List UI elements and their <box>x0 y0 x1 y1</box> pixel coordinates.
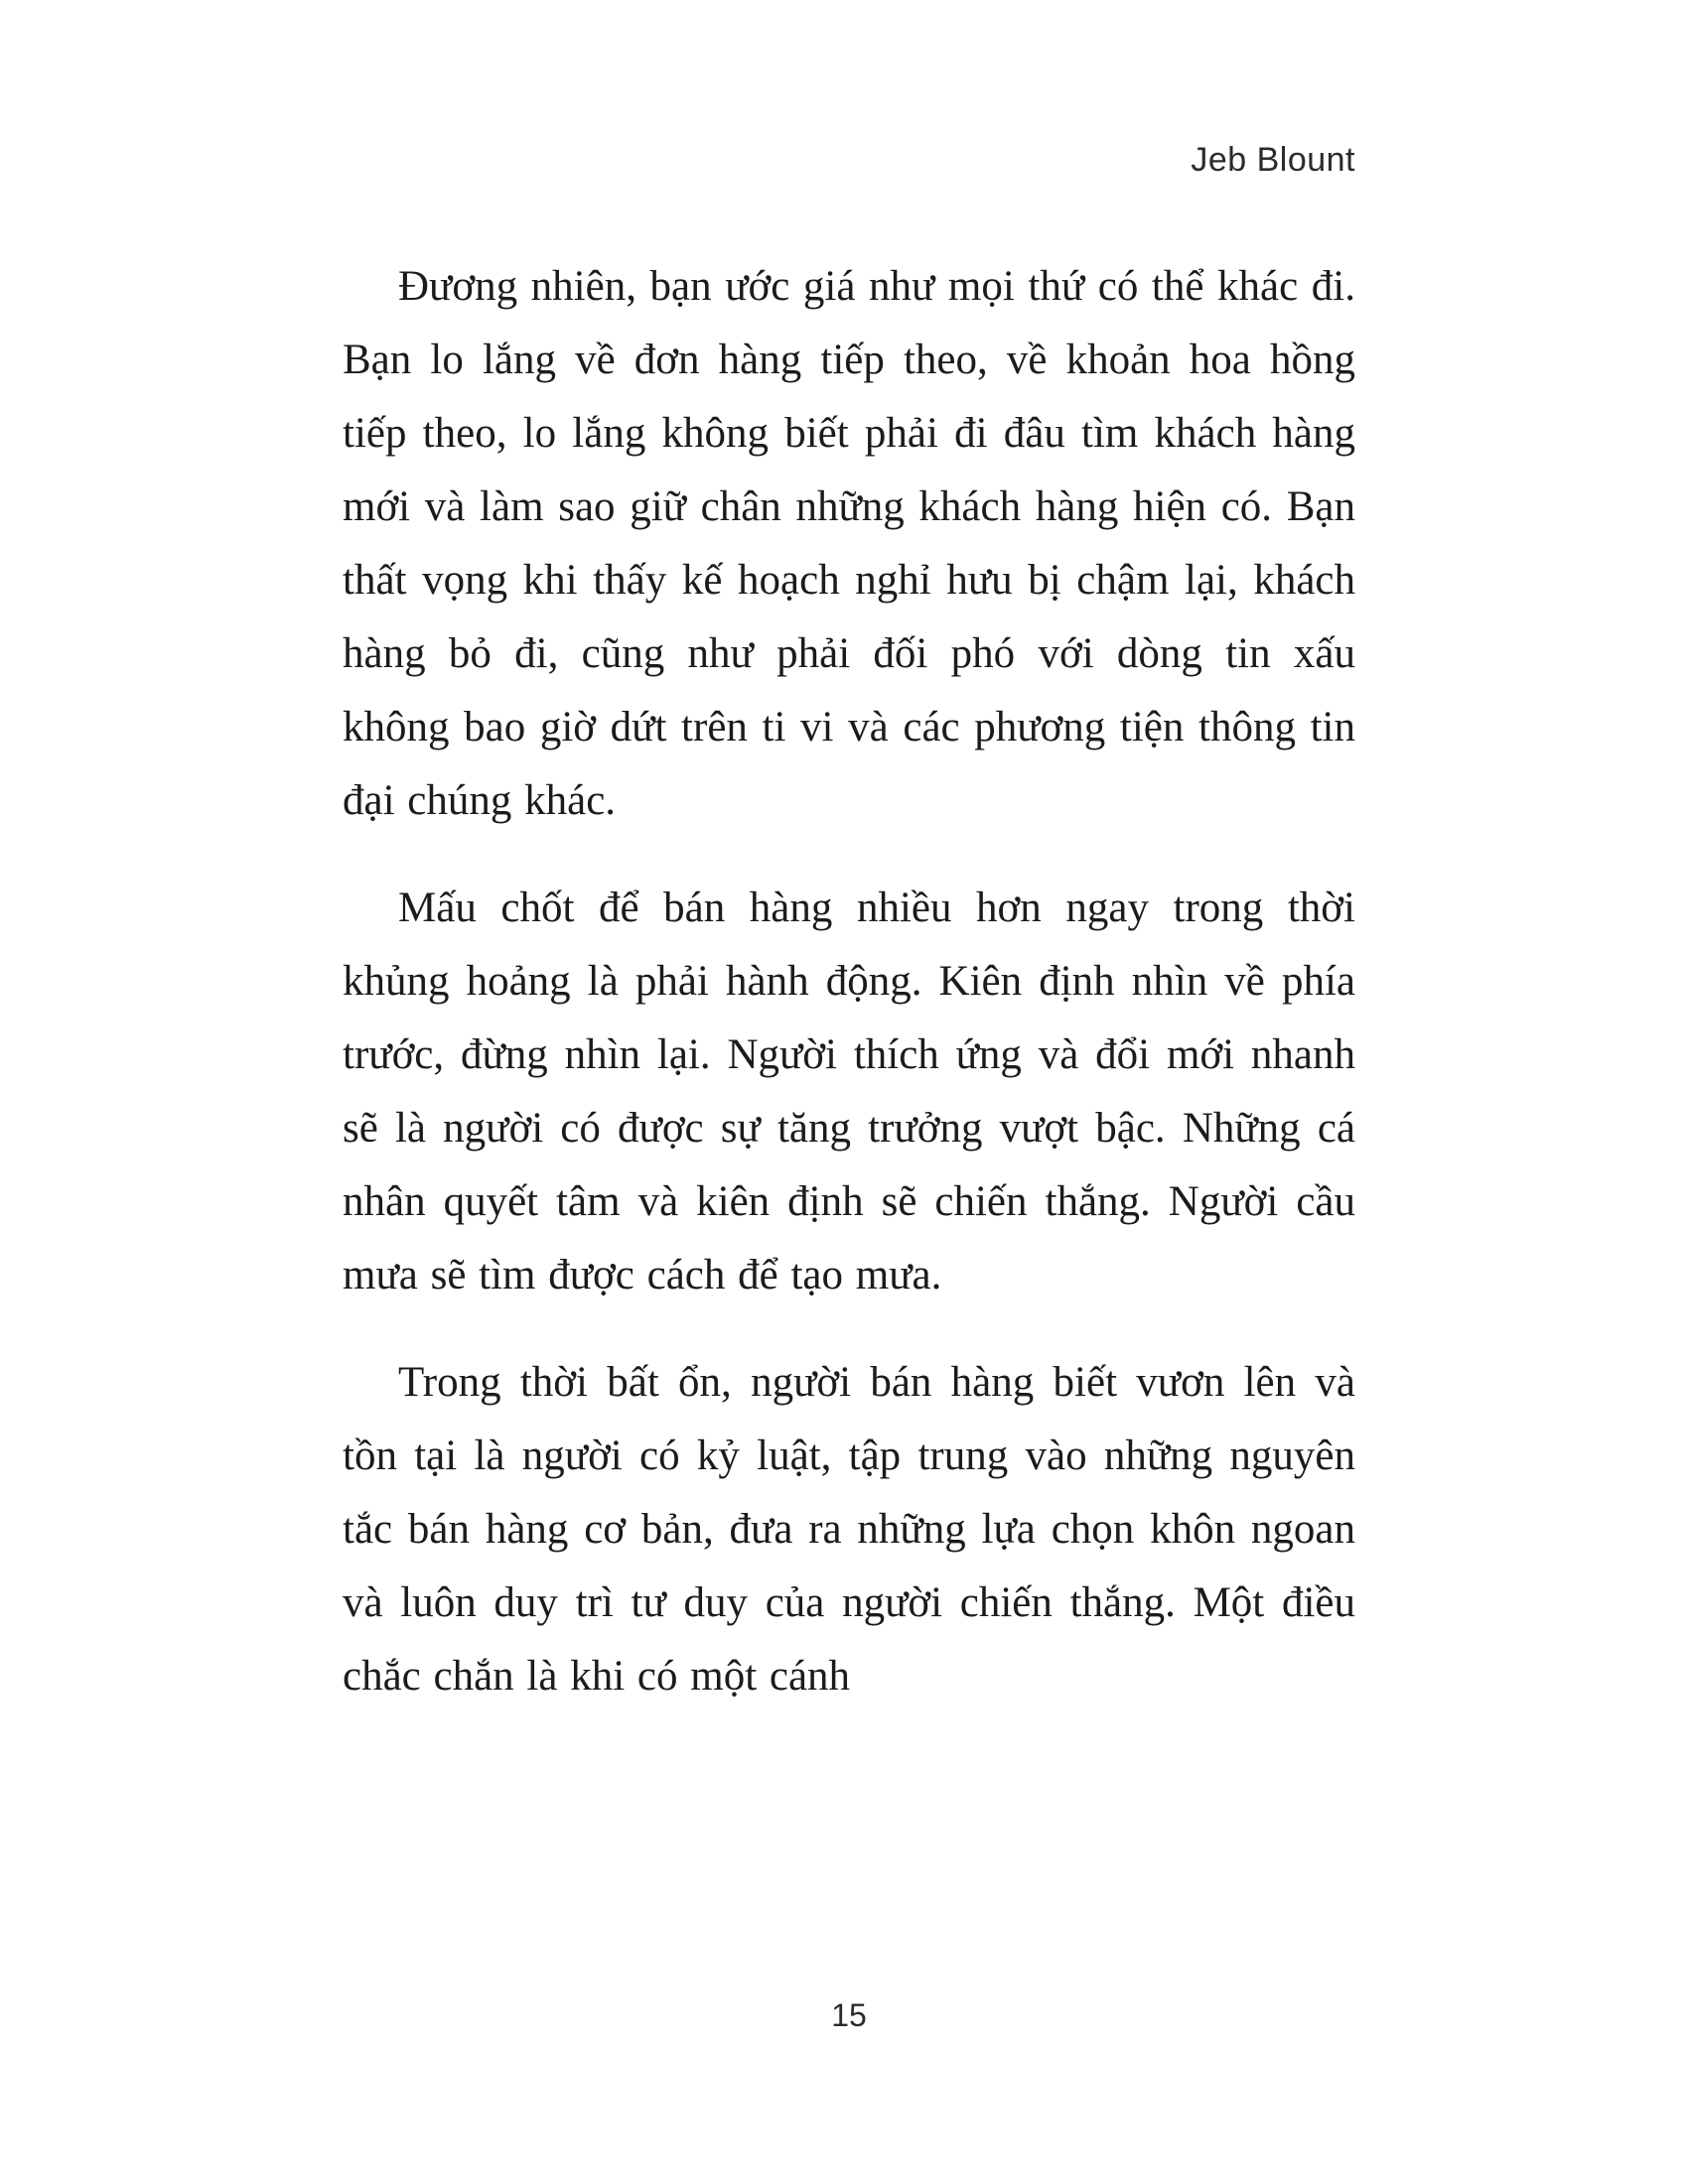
page-number: 15 <box>831 1997 867 2033</box>
paragraph-2: Mấu chốt để bán hàng nhiều hơn ngay trong thời khủng hoảng là phải hành động. Kiên định nhìn về phía trước, đừng nhìn lại. Người thích ứng và đổi mới nhanh sẽ là người có được sự tăng trưởng vượt bậc. Những cá nhân quyết tâm và kiên định sẽ chiến thắng. Người cầu mưa sẽ tìm được cách để tạo mưa. <box>343 885 1355 1298</box>
running-header: Jeb Blount <box>1191 141 1355 179</box>
paragraph-1: Đương nhiên, bạn ước giá như mọi thứ có thể khác đi. Bạn lo lắng về đơn hàng tiếp theo, về khoản hoa hồng tiếp theo, lo lắng không biết phải đi đâu tìm khách hàng mới và làm sao giữ chân những khách hàng hiện có. Bạn thất vọng khi thấy kế hoạch nghỉ hưu bị chậm lại, khách hàng bỏ đi, cũng như phải đối phó với dòng tin xấu không bao giờ dứt trên ti vi và các phương tiện thông tin đại chúng khác. <box>343 263 1355 824</box>
body-text <box>343 250 1355 1713</box>
paragraph-3: Trong thời bất ổn, người bán hàng biết vươn lên và tồn tại là người có kỷ luật, tập trung vào những nguyên tắc bán hàng cơ bản, đưa ra những lựa chọn khôn ngoan và luôn duy trì tư duy của người chiến thắng. Một điều chắc chắn là khi có một cánh <box>343 1359 1355 1700</box>
